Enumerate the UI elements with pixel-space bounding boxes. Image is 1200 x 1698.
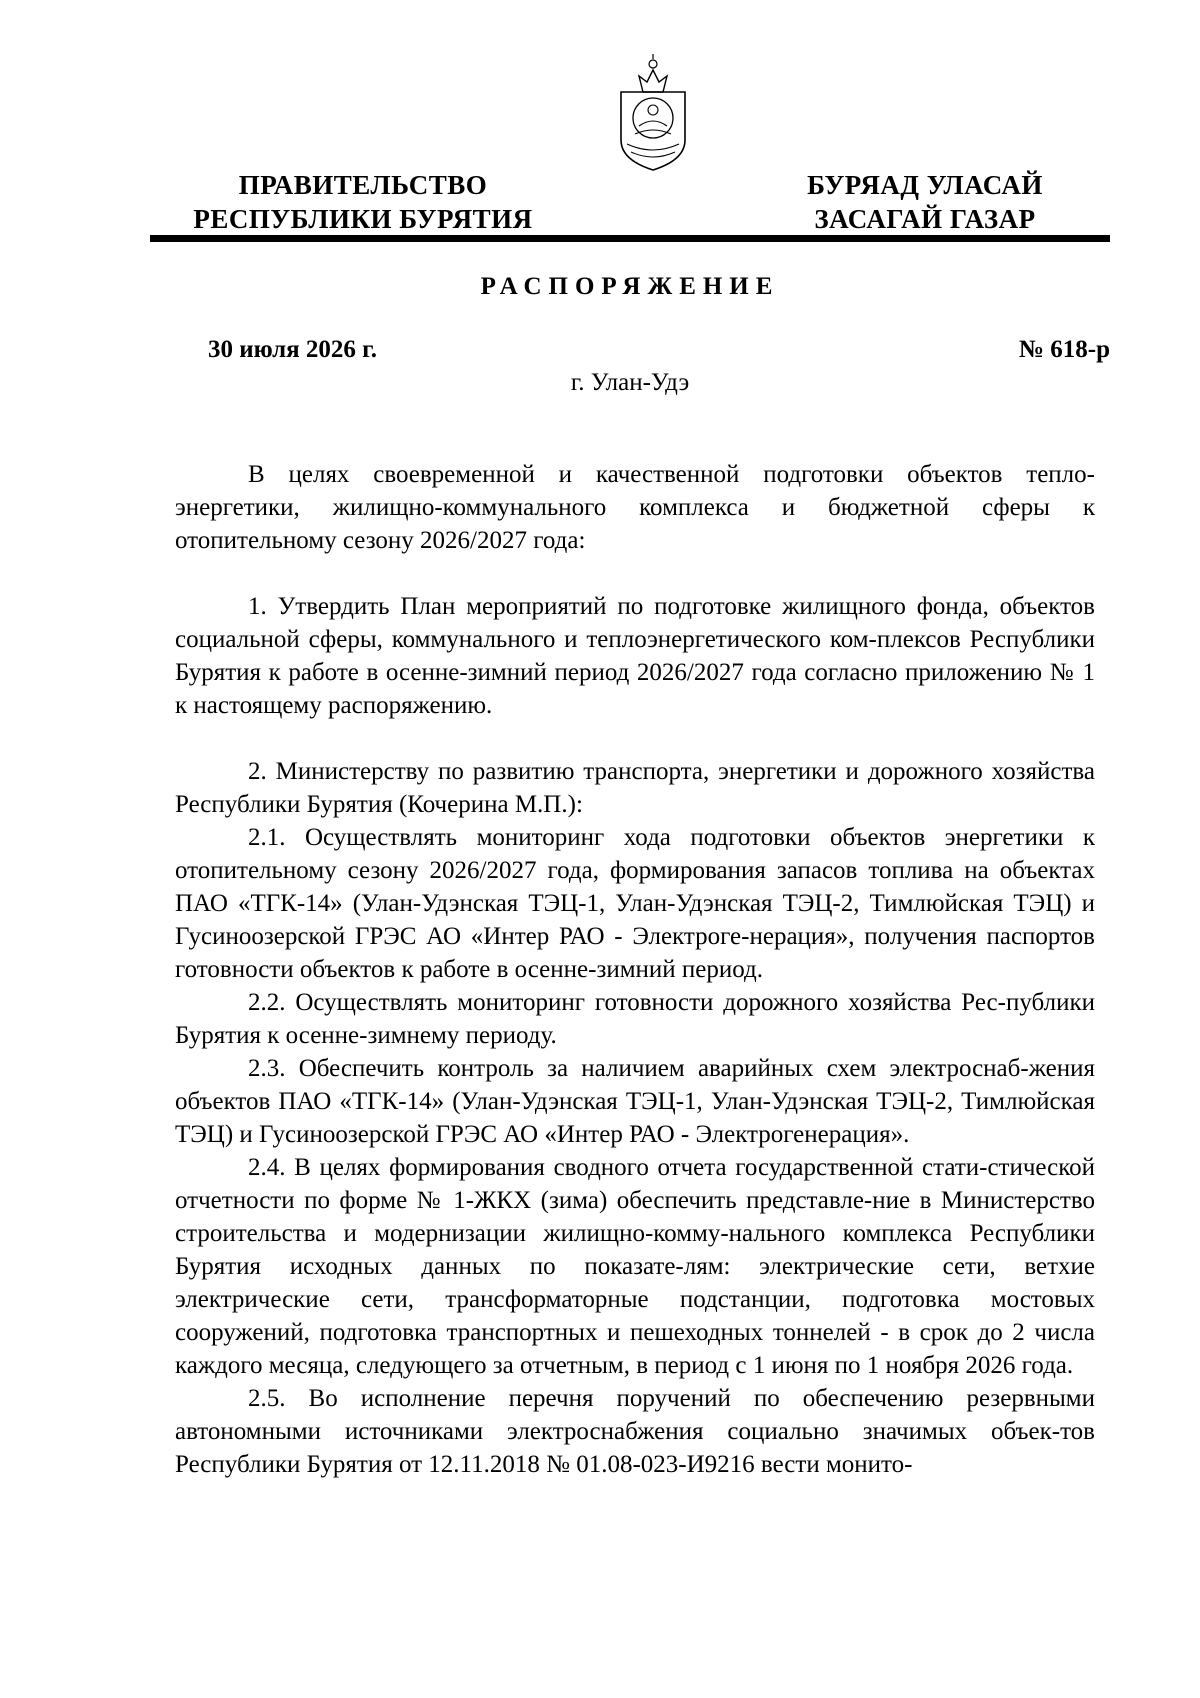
document-body	[175, 458, 1095, 1481]
document-date: 30 июля 2026 г.	[208, 336, 377, 363]
document-type: РАСПОРЯЖЕНИЕ	[480, 273, 780, 300]
org-name-buryat-line2: ЗАСАГАЙ ГАЗАР	[814, 204, 1036, 234]
document-city: г. Улан-Удэ	[570, 369, 690, 396]
paragraph-2-2: 2.2. Осуществлять мониторинг готовности дорожного хозяйства Рес-публики Бурятия к осенне-зимнему периоду.	[175, 989, 1095, 1049]
org-name-russian-line2: РЕСПУБЛИКИ БУРЯТИЯ	[193, 204, 533, 234]
org-name-buryat	[770, 168, 1080, 236]
paragraph-2: 2. Министерству по развитию транспорта, энергетики и дорожного хозяйства Республики Бурятия (Кочерина М.П.):	[175, 758, 1095, 818]
paragraph-2-1: 2.1. Осуществлять мониторинг хода подготовки объектов энергетики к отопительному сезону 2026/2027 года, формирования запасов топлива на объектах ПАО «ТГК-14» (Улан-Удэнская ТЭЦ-1, Улан-Удэнская ТЭЦ-2, Тимлюйская ТЭЦ) и Гусиноозерской ГРЭС АО «Интер РАО - Электроге-нерация», получения паспортов готовности объектов к работе в осенне-зимний период.	[175, 824, 1095, 983]
coat-of-arms-emblem	[613, 52, 693, 174]
paragraph-2-4: 2.4. В целях формирования сводного отчета государственной стати-стической отчетности по форме № 1-ЖКХ (зима) обеспечить представле-ние в Министерство строительства и модернизации жилищно-комму-нального комплекса Республики Бурятия исходных данных по показате-лям: электрические сети, ветхие электрические сети, трансформаторные подстанции, подготовка мостовых сооружений, подготовка транспортных и пешеходных тоннелей - в срок до 2 числа каждого месяца, следующего за отчетным, в период с 1 июня по 1 ноября 2026 года.	[175, 1154, 1095, 1379]
org-name-russian	[168, 168, 558, 236]
header-divider	[150, 235, 1110, 242]
document-number: № 618-р	[1018, 336, 1110, 363]
preamble-paragraph: В целях своевременной и качественной подготовки объектов тепло-энергетики, жилищно-коммунального комплекса и бюджетной сферы к отопительному сезону 2026/2027 года:	[175, 461, 1095, 554]
paragraph-1: 1. Утвердить План мероприятий по подготовке жилищного фонда, объектов социальной сферы, коммунального и теплоэнергетического ком-плексов Республики Бурятия к работе в осенне-зимний период 2026/2027 года согласно приложению № 1 к настоящему распоряжению.	[175, 593, 1095, 719]
org-name-russian-line1: ПРАВИТЕЛЬСТВО	[238, 170, 488, 200]
org-name-buryat-line1: БУРЯАД УЛАСАЙ	[807, 170, 1043, 200]
paragraph-2-5: 2.5. Во исполнение перечня поручений по обеспечению резервными автономными источниками электроснабжения социально значимых объек-тов Республики Бурятия от 12.11.2018 № 01.08-023-И9216 вести монито-	[175, 1385, 1095, 1478]
paragraph-2-3: 2.3. Обеспечить контроль за наличием аварийных схем электроснаб-жения объектов ПАО «ТГК-14» (Улан-Удэнская ТЭЦ-1, Улан-Удэнская ТЭЦ-2, Тимлюйская ТЭЦ) и Гусиноозерской ГРЭС АО «Интер РАО - Электрогенерация».	[175, 1055, 1095, 1148]
